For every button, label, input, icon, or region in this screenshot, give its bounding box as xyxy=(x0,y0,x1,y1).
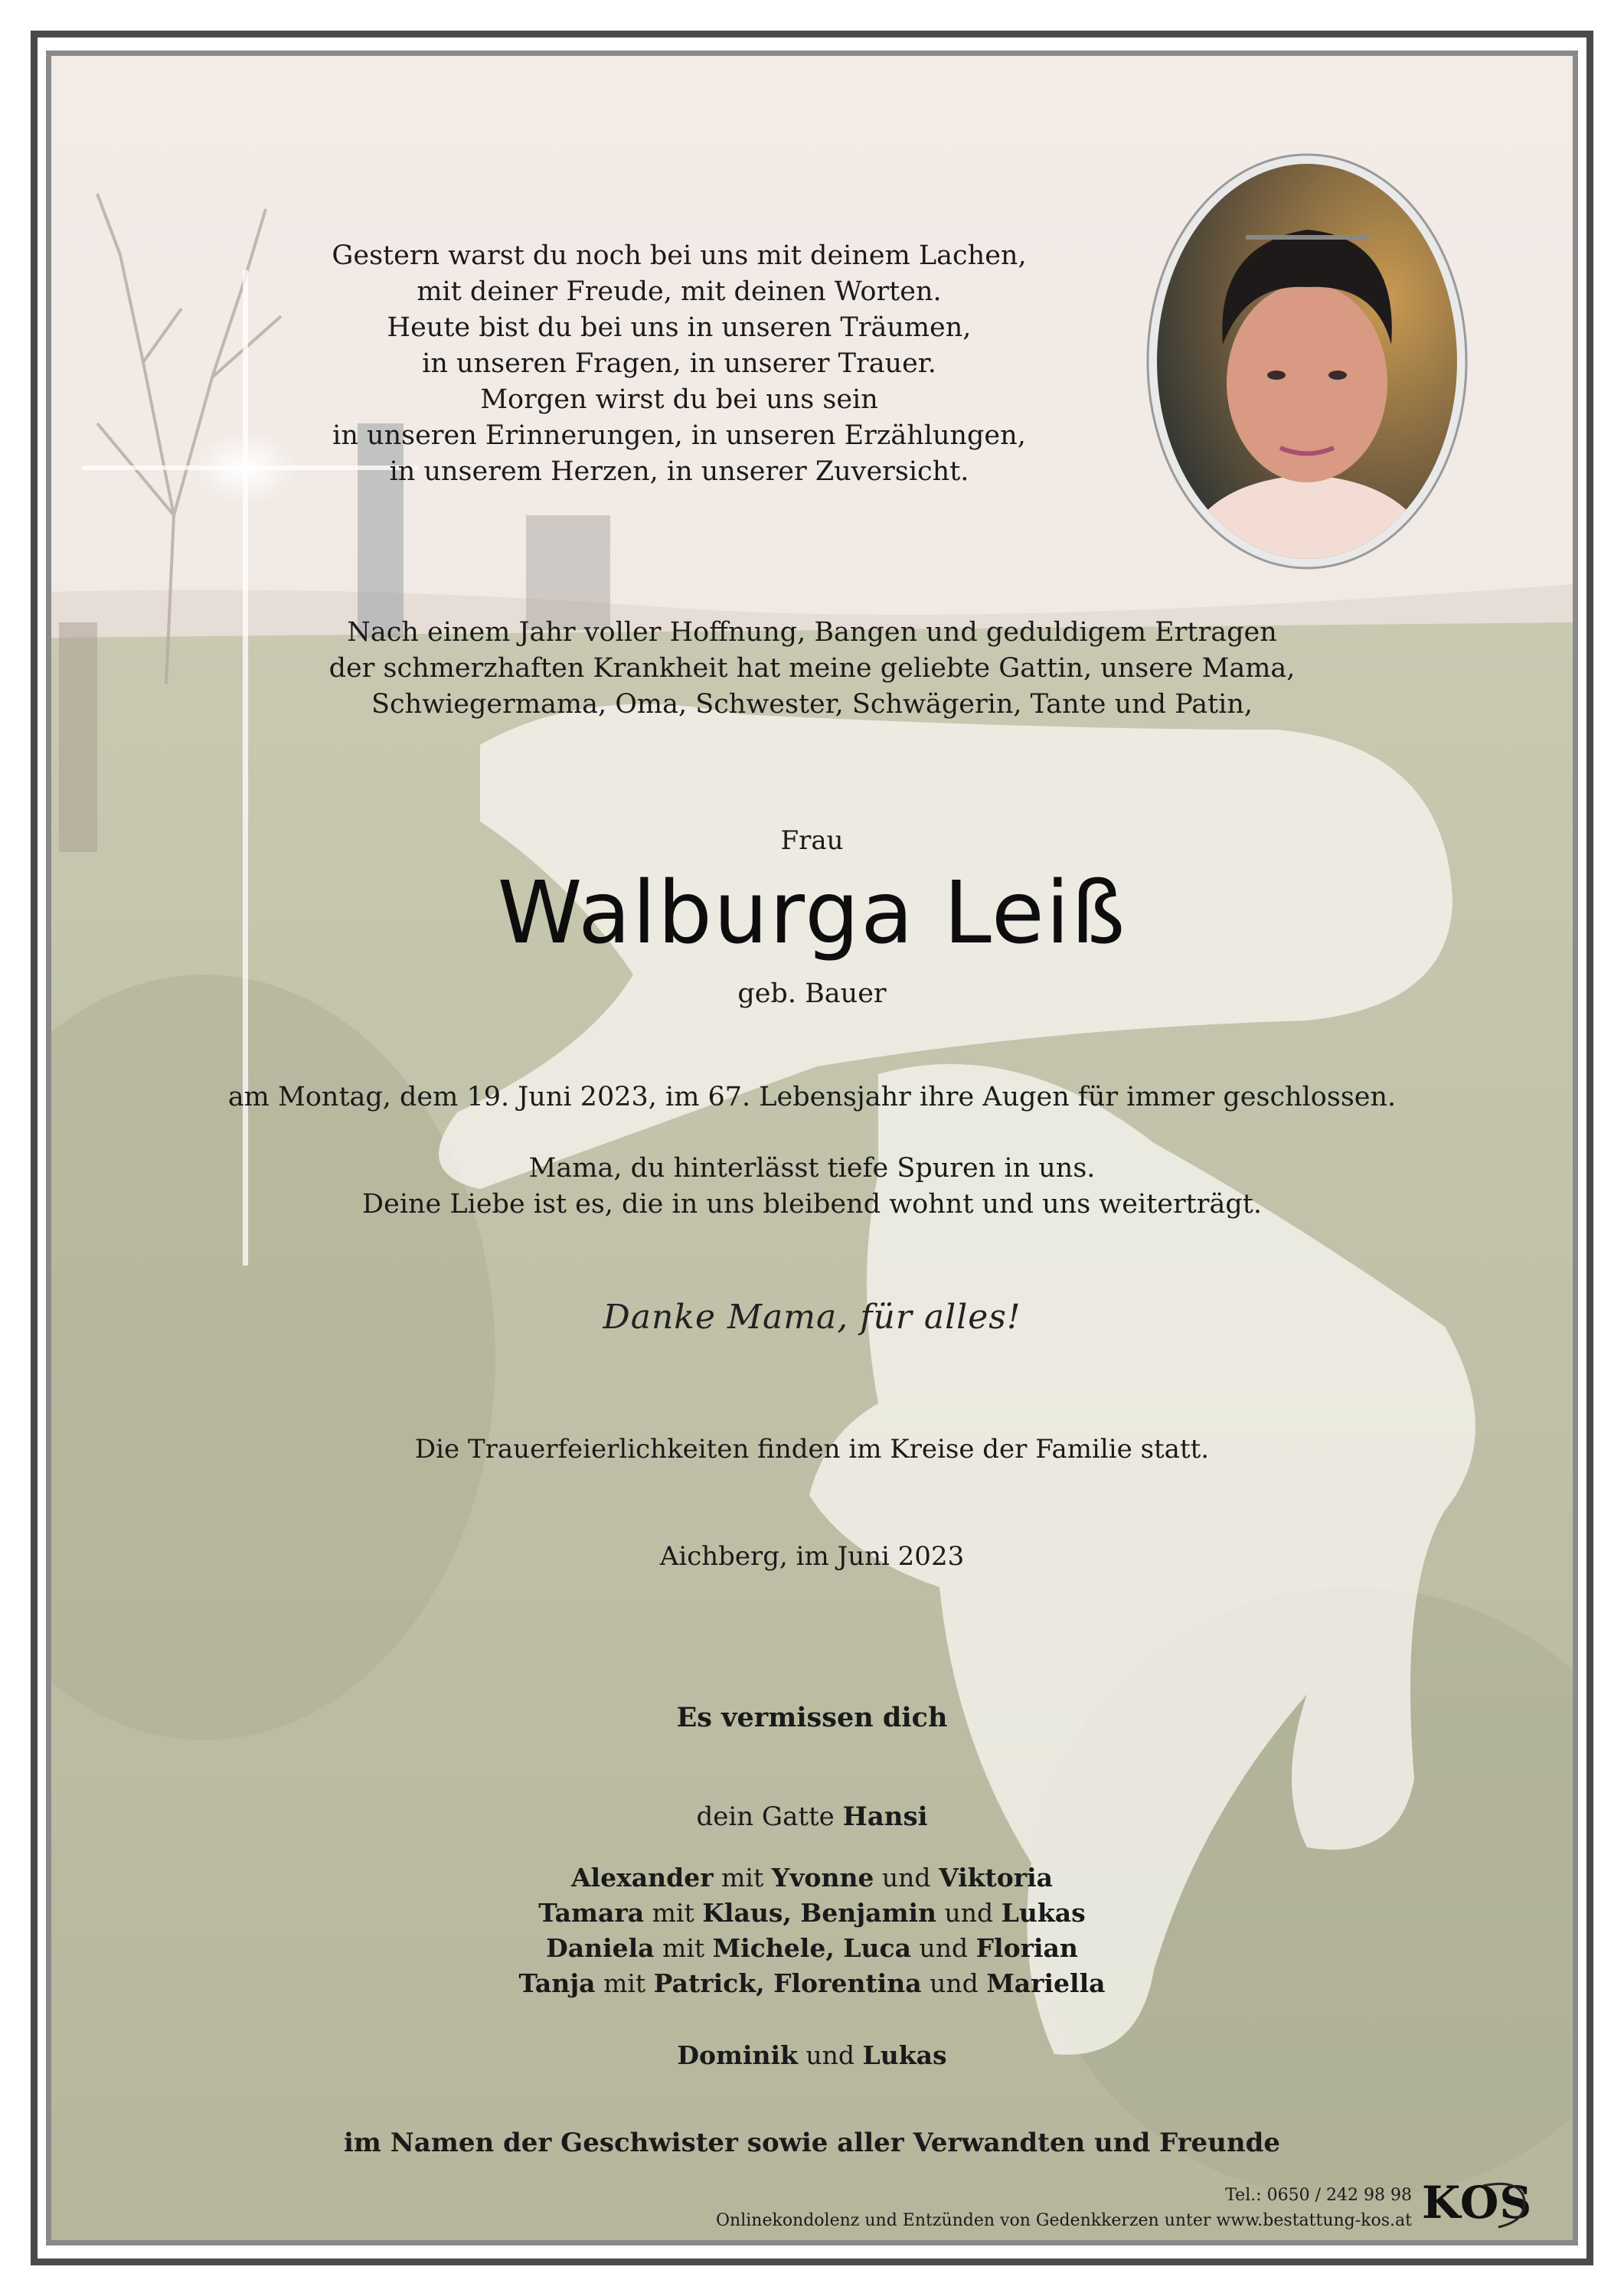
intro-line: Nach einem Jahr voller Hoffnung, Bangen und geduldigem Ertragen xyxy=(347,617,1277,648)
place-date: Aichberg, im Juni 2023 xyxy=(659,1541,965,1572)
mourners-heading: Es vermissen dich xyxy=(676,1702,948,1733)
funeral-notice: Die Trauerfeierlichkeiten finden im Kreise der Familie statt. xyxy=(414,1434,1210,1465)
poem xyxy=(281,238,1077,490)
poem-line: mit deiner Freude, mit deinen Worten. xyxy=(417,276,942,307)
poem-line: Heute bist du bei uns in unseren Träumen, xyxy=(387,312,972,343)
grandchildren-line: Dominik und Lukas xyxy=(677,2040,947,2070)
spouse-prefix: dein Gatte xyxy=(696,1801,835,1832)
children-line: Tanja mit Patrick, Florentina und Mariella xyxy=(518,1968,1106,1998)
footer-online: Onlinekondolenz und Entzünden von Gedenkkerzen unter www.bestattung-kos.at xyxy=(716,2211,1412,2230)
footer-phone: Tel.: 0650 / 242 98 98 xyxy=(1225,2186,1412,2205)
death-notice: am Montag, dem 19. Juni 2023, im 67. Lebensjahr ihre Augen für immer geschlossen. xyxy=(227,1082,1397,1112)
spouse-line xyxy=(51,1801,1573,1832)
birth-name: geb. Bauer xyxy=(737,978,887,1009)
poem-line: in unserem Herzen, in unserer Zuversicht. xyxy=(389,456,969,487)
poem-line: Gestern warst du noch bei uns mit deinem Lachen, xyxy=(332,240,1027,271)
children-list xyxy=(51,1860,1573,2001)
spouse-name: Hansi xyxy=(842,1801,928,1832)
footer-contact xyxy=(716,2183,1412,2233)
intro-line: der schmerzhaften Krankheit hat meine geliebte Gattin, unsere Mama, xyxy=(328,653,1296,684)
thanks-text: Danke Mama, für alles! xyxy=(603,1298,1021,1337)
portrait-photo xyxy=(1146,153,1468,570)
kos-logo: KOS xyxy=(1422,2170,1529,2232)
poem-line: in unseren Fragen, in unserer Trauer. xyxy=(422,348,936,379)
inner-frame xyxy=(46,51,1578,2245)
poem-line: Morgen wirst du bei uns sein xyxy=(480,384,878,415)
children-line: Alexander mit Yvonne und Viktoria xyxy=(570,1863,1054,1893)
poem-line: in unseren Erinnerungen, in unseren Erzählungen, xyxy=(332,420,1026,451)
intro-line: Schwiegermama, Oma, Schwester, Schwägerin, Tante und Patin, xyxy=(371,689,1253,720)
closing-line: im Namen der Geschwister sowie aller Verwandten und Freunde xyxy=(344,2128,1280,2158)
legacy-line: Deine Liebe ist es, die in uns bleibend wohnt und uns weiterträgt. xyxy=(362,1189,1262,1220)
salutation: Frau xyxy=(780,825,844,856)
legacy-text xyxy=(51,1151,1573,1223)
legacy-line: Mama, du hinterlässt tiefe Spuren in uns. xyxy=(528,1153,1096,1184)
children-line: Tamara mit Klaus, Benjamin und Lukas xyxy=(538,1898,1086,1928)
intro-text xyxy=(51,615,1573,723)
logo-swoosh-icon xyxy=(1422,2170,1529,2232)
deceased-name: Walburga Leiß xyxy=(497,864,1127,963)
children-line: Daniela mit Michele, Luca und Florian xyxy=(546,1933,1078,1963)
